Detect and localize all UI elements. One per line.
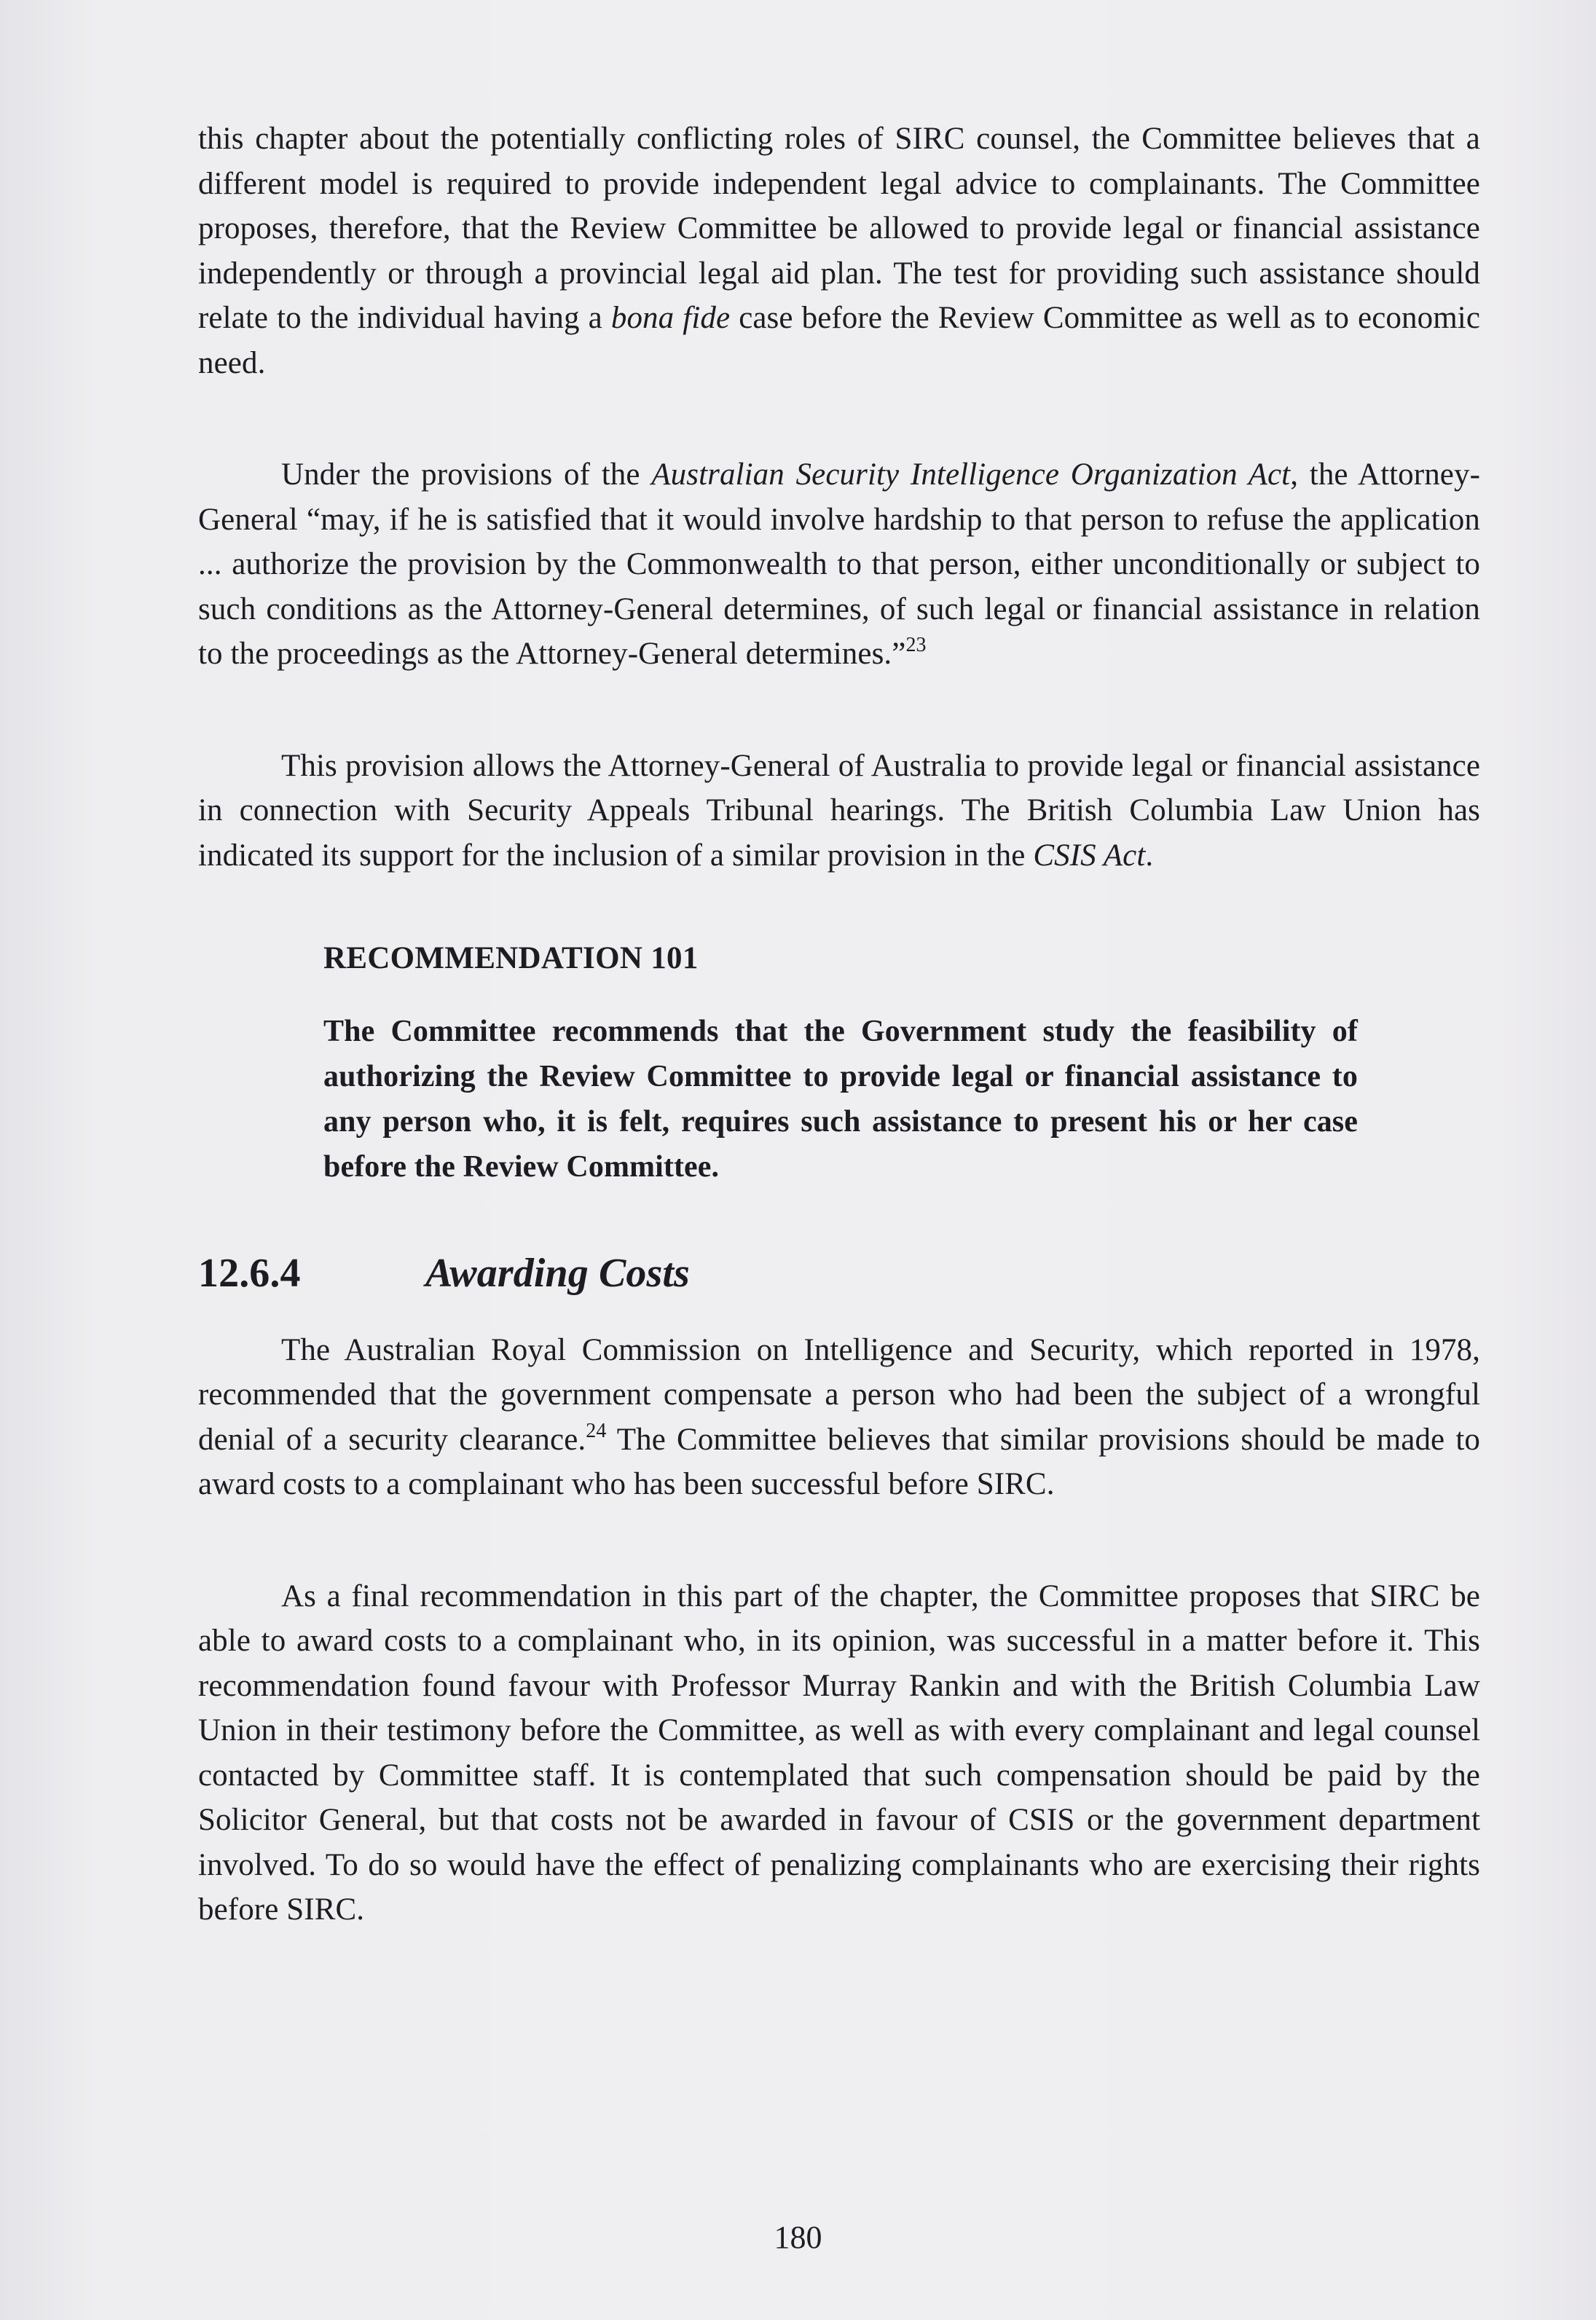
italic-phrase: bona fide <box>610 301 731 335</box>
paragraph-text: This provision allows the Attorney-General of Australia to provide legal or financial assistance in connection with Security Appeals Tribunal hearings. The British Columbia Law Union has indicated its support for the inclusion of a similar provision in the <box>198 748 1480 873</box>
footnote-marker: 24 <box>586 1419 607 1442</box>
paragraph-text: The Australian Royal Commission on Intelligence and Security, which reported in 1978, recommended that the government compensate a person who had been the subject of a wrongful denial of a security clearance. <box>198 1332 1480 1457</box>
paragraph-text: The Committee believes that similar provisions should be made to award costs to a complainant who has been successful before SIRC. <box>198 1422 1480 1501</box>
recommendation-body: The Committee recommends that the Government study the feasibility of authorizing the Review Committee to provide legal or financial assistance to any person who, it is felt, requires such assistance to present his or her case before the Review Committee. <box>323 1014 1358 1184</box>
footnote-marker: 23 <box>905 634 927 656</box>
paragraph-final-recommendation <box>198 1574 1480 1932</box>
paragraph-royal-commission <box>198 1328 1480 1507</box>
act-title: CSIS Act <box>1033 838 1146 873</box>
act-title: Australian Security Intelligence Organization Act <box>651 457 1291 492</box>
paragraph-australian-act <box>198 452 1480 677</box>
paragraph-text: case before the Review Committee as well as to economic need. <box>198 301 1480 380</box>
section-number: 12.6.4 <box>198 1250 301 1296</box>
section-heading <box>198 1248 1480 1299</box>
section-title: Awarding Costs <box>425 1250 690 1296</box>
paragraph-provision-allows <box>198 744 1480 878</box>
paragraph-text: Under the provisions of the <box>281 457 652 492</box>
paragraph-text: this chapter about the potentially conflicting roles of SIRC counsel, the Committee believes that a different model is required to provide independent legal advice to complainants. The Committee proposes, therefore, that the Review Committee be allowed to provide legal or financial assistance independently or through a provincial legal aid plan. The test for providing such assistance should relate to the individual having a <box>198 122 1480 335</box>
page-number: 180 <box>774 2219 822 2255</box>
text-column <box>198 117 1480 1932</box>
paragraph-text: . <box>1145 838 1154 873</box>
paragraph-legal-advice-model <box>198 117 1480 385</box>
paragraph-text: , the Attorney-General “may, if he is satisfied that it would involve hardship to that person to refuse the application ... authorize the provision by the Commonwealth to that person, either unconditionally or subject to such conditions as the Attorney-General determines, of such legal or financial assistance in relation to the proceedings as the Attorney-General determines.” <box>198 457 1480 671</box>
paragraph-text: As a final recommendation in this part of the chapter, the Committee proposes that SIRC be able to award costs to a complainant who, in its opinion, was successful in a matter before it. This recommendation found favour with Professor Murray Rankin and with the British Columbia Law Union in their testimony before the Committee, as well as with every complainant and legal counsel contacted by Committee staff. It is contemplated that such compensation should be paid by the Solicitor General, but that costs not be awarded in favour of CSIS or the government department involved. To do so would have the effect of penalizing complainants who are exercising their rights before SIRC. <box>198 1578 1480 1927</box>
recommendation-heading: RECOMMENDATION 101 <box>323 941 699 975</box>
